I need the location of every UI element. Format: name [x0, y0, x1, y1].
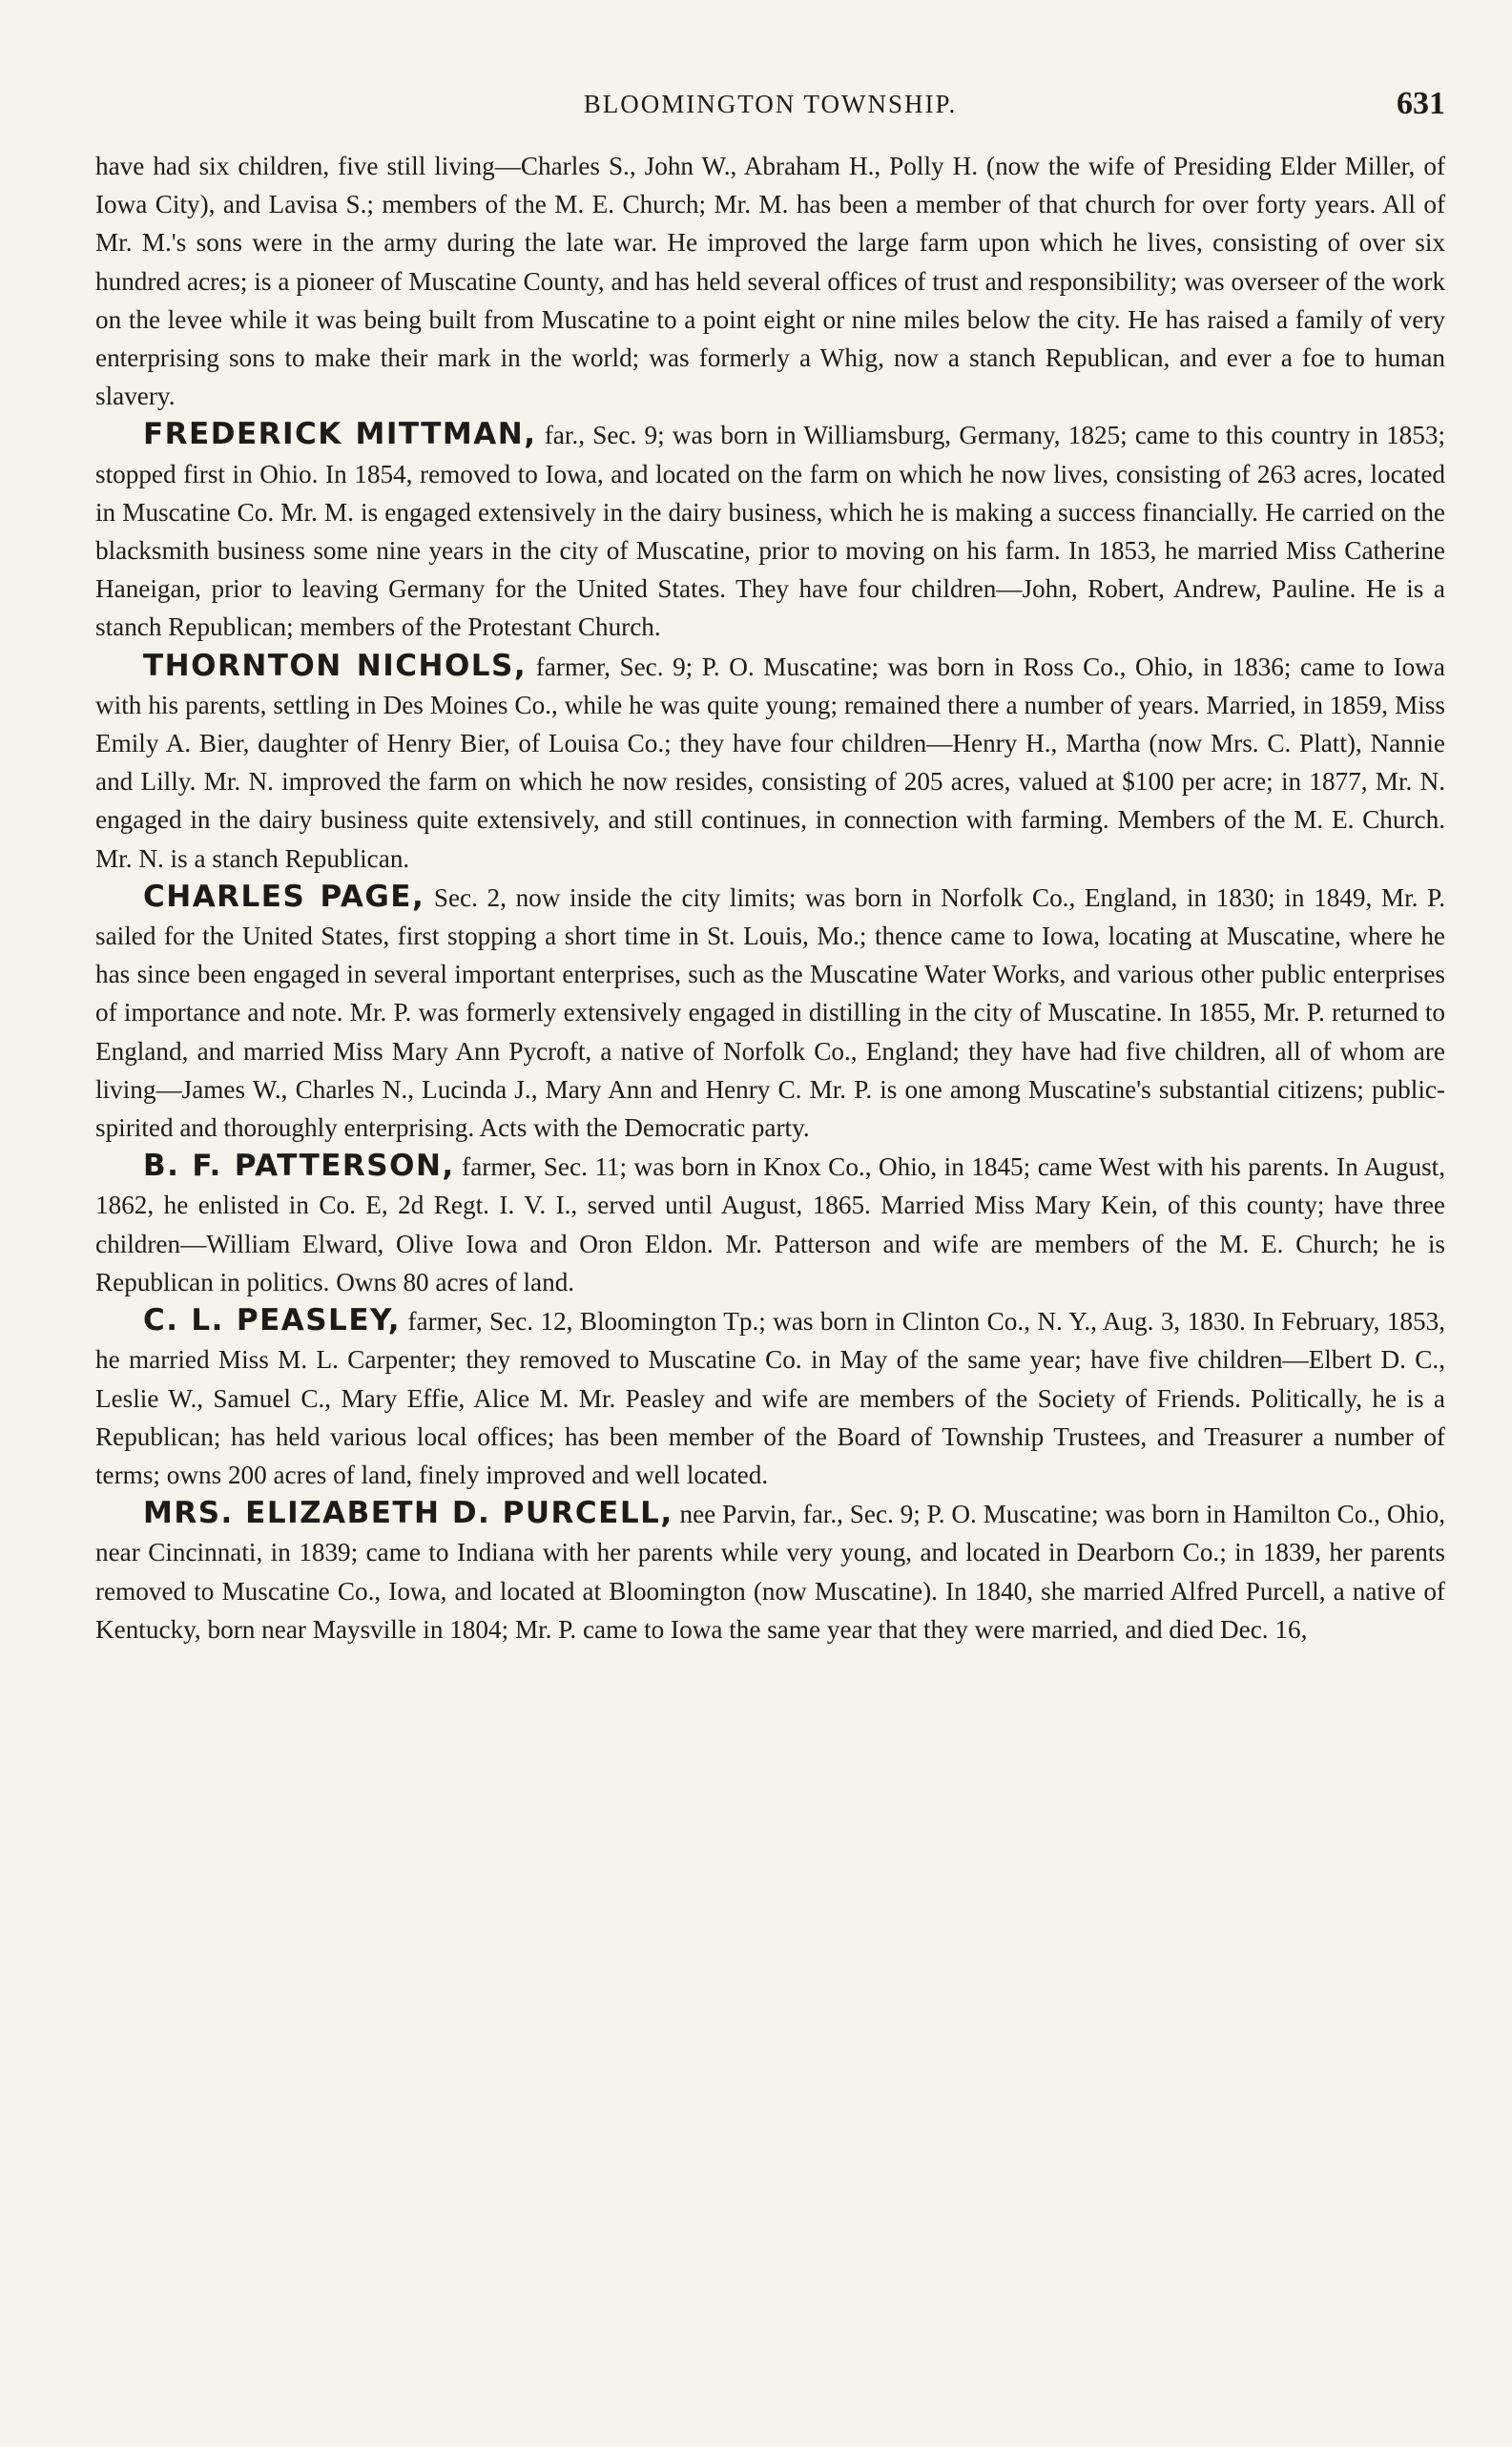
entry-name: B. F. PATTERSON,: [143, 1149, 455, 1184]
entry-text: far., Sec. 9; was born in Williamsburg, Germany, 1825; came to this country in 1853; stopped first in Ohio. In 1854, removed to Iowa, and located on the farm on which he now lives, consisting of 263 acres, located in Muscatine Co. Mr. M. is engaged extensively in the dairy business, which he is making a success financially. He carried on the blacksmith business some nine years in the city of Muscatine, prior to moving on his farm. In 1853, he married Miss Catherine Haneigan, prior to leaving Germany for the United States. They have four children—John, Robert, Andrew, Pauline. He is a stanch Republican; members of the Protestant Church.: [95, 421, 1445, 642]
page-number: 631: [1397, 86, 1445, 121]
entry-text: farmer, Sec. 11; was born in Knox Co., Ohio, in 1845; came West with his parents. In August, 1862, he enlisted in Co. E, 2d Regt. I. V. I., served until August, 1865. Married Miss Mary Kein, of this county; have three children—William Elward, Olive Iowa and Oron Eldon. Mr. Patterson and wife are members of the M. E. Church; he is Republican in politics. Owns 80 acres of land.: [95, 1152, 1446, 1296]
biography-entry-patterson: [95, 1147, 1445, 1301]
biography-entry-purcell: [95, 1494, 1445, 1649]
biography-entry-mittman: [95, 415, 1445, 646]
biography-entry-peasley: [95, 1301, 1445, 1494]
biography-entry-page: [95, 878, 1445, 1147]
running-head: BLOOMINGTON TOWNSHIP.: [583, 90, 958, 118]
entry-name: MRS. ELIZABETH D. PURCELL,: [143, 1496, 673, 1531]
continuation-paragraph: have had six children, five still living—Charles S., John W., Abraham H., Polly H. (now the wife of Presiding Elder Miller, of Iowa City), and Lavisa S.; members of the M. E. Church; Mr. M. has been a member of that church for over forty years. All of Mr. M.'s sons were in the army during the late war. He improved the large farm upon which he lives, consisting of over six hundred acres; is a pioneer of Muscatine County, and has held several offices of trust and responsibility; was overseer of the work on the levee while it was being built from Muscatine to a point eight or nine miles below the city. He has raised a family of very enterprising sons to make their mark in the world; was formerly a Whig, now a stanch Republican, and ever a foe to human slavery.: [95, 152, 1445, 411]
entry-text: farmer, Sec. 12, Bloomington Tp.; was born in Clinton Co., N. Y., Aug. 3, 1830. In February, 1853, he married Miss M. L. Carpenter; they removed to Muscatine Co. in May of the same year; have five children—Elbert D. C., Leslie W., Samuel C., Mary Effie, Alice M. Mr. Peasley and wife are members of the Society of Friends. Politically, he is a Republican; has held various local offices; has been member of the Board of Township Trustees, and Treasurer a number of terms; owns 200 acres of land, finely improved and well located.: [95, 1307, 1445, 1489]
entry-text: nee Parvin, far., Sec. 9; P. O. Muscatine; was born in Hamilton Co., Ohio, near Cincinnati, in 1839; came to Indiana with her parents while very young, and located in Dearborn Co.; in 1839, her parents removed to Muscatine Co., Iowa, and located at Bloomington (now Muscatine). In 1840, she married Alfred Purcell, a native of Kentucky, born near Maysville in 1804; Mr. P. came to Iowa the same year that they were married, and died Dec. 16,: [95, 1500, 1445, 1644]
entry-name: C. L. PEASLEY,: [143, 1303, 402, 1338]
book-page: [95, 86, 1445, 1649]
page-header: [95, 86, 1445, 134]
entry-name: CHARLES PAGE,: [143, 879, 425, 914]
entry-name: THORNTON NICHOLS,: [143, 648, 528, 683]
body-text: [95, 147, 1445, 1649]
entry-text: Sec. 2, now inside the city limits; was born in Norfolk Co., England, in 1830; in 1849, Mr. P. sailed for the United States, first stopping a short time in St. Louis, Mo.; thence came to Iowa, locating at Muscatine, where he has since been engaged in several important enterprises, such as the Muscatine Water Works, and various other public enterprises of importance and note. Mr. P. was formerly extensively engaged in distilling in the city of Muscatine. In 1855, Mr. P. returned to England, and married Miss Mary Ann Pycroft, a native of Norfolk Co., England; they have had five children, all of whom are living—James W., Charles N., Lucinda J., Mary Ann and Henry C. Mr. P. is one among Muscatine's substantial citizens; public-spirited and thoroughly enterprising. Acts with the Democratic party.: [95, 882, 1445, 1143]
entry-text: farmer, Sec. 9; P. O. Muscatine; was born in Ross Co., Ohio, in 1836; came to Iowa with his parents, settling in Des Moines Co., while he was quite young; remained there a number of years. Married, in 1859, Miss Emily A. Bier, daughter of Henry Bier, of Louisa Co.; they have four children—Henry H., Martha (now Mrs. C. Platt), Nannie and Lilly. Mr. N. improved the farm on which he now resides, consisting of 205 acres, valued at $100 per acre; in 1877, Mr. N. engaged in the dairy business quite extensively, and still continues, in connection with farming. Members of the M. E. Church. Mr. N. is a stanch Republican.: [95, 652, 1445, 873]
entry-name: FREDERICK MITTMAN,: [143, 417, 537, 452]
biography-entry-nichols: [95, 647, 1445, 878]
